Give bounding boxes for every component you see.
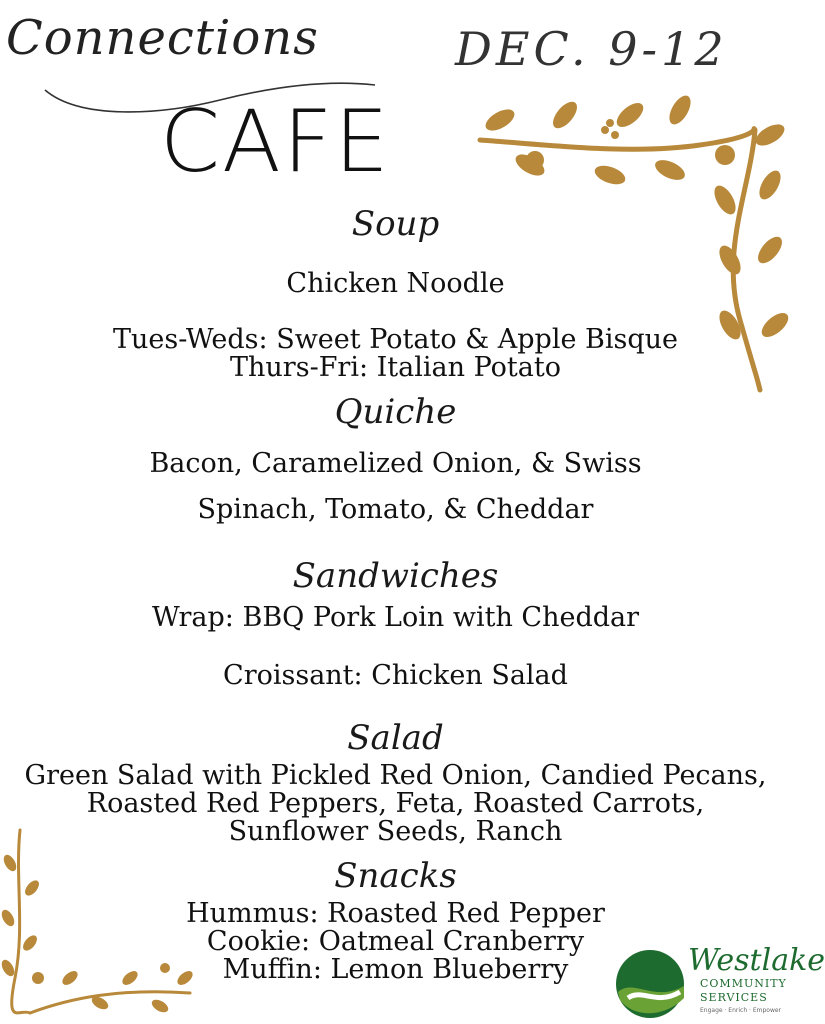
menu-item: Bacon, Caramelized Onion, & Swiss	[149, 448, 642, 479]
logo-name: Westlake	[688, 943, 825, 978]
menu-item: Cookie: Oatmeal Cranberry	[206, 926, 585, 957]
menu-item: Muffin: Lemon Blueberry	[222, 954, 569, 985]
date-range: DEC. 9-12	[455, 22, 728, 76]
logo-line-services: SERVICES	[700, 991, 768, 1004]
section-heading-salad: Salad	[347, 718, 444, 758]
menu-item: Hummus: Roasted Red Pepper	[186, 898, 605, 929]
section-heading-soup: Soup	[351, 204, 440, 244]
section-heading-sandwiches: Sandwiches	[292, 556, 499, 596]
menu-item: Wrap: BBQ Pork Loin with Cheddar	[151, 602, 640, 633]
menu-item: Croissant: Chicken Salad	[223, 660, 568, 691]
menu-item: Roasted Red Peppers, Feta, Roasted Carrots,	[86, 788, 705, 819]
logo-tagline: Engage · Enrich · Empower	[700, 1007, 782, 1014]
menu-item: Green Salad with Pickled Red Onion, Candied Pecans,	[24, 760, 767, 791]
menu-item: Sunflower Seeds, Ranch	[228, 816, 563, 847]
section-heading-quiche: Quiche	[334, 392, 457, 432]
page-title: CAFE	[160, 92, 391, 192]
logo-line-community: COMMUNITY	[700, 977, 787, 990]
westlake-logo-icon	[614, 948, 686, 1020]
section-heading-snacks: Snacks	[334, 856, 457, 896]
menu-item: Tues-Weds: Sweet Potato & Apple Bisque	[112, 324, 679, 355]
brand-script-title: Connections	[6, 10, 319, 66]
menu-item: Thurs-Fri: Italian Potato	[230, 352, 561, 383]
menu-item: Chicken Noodle	[286, 268, 505, 299]
menu-item: Spinach, Tomato, & Cheddar	[197, 494, 594, 525]
